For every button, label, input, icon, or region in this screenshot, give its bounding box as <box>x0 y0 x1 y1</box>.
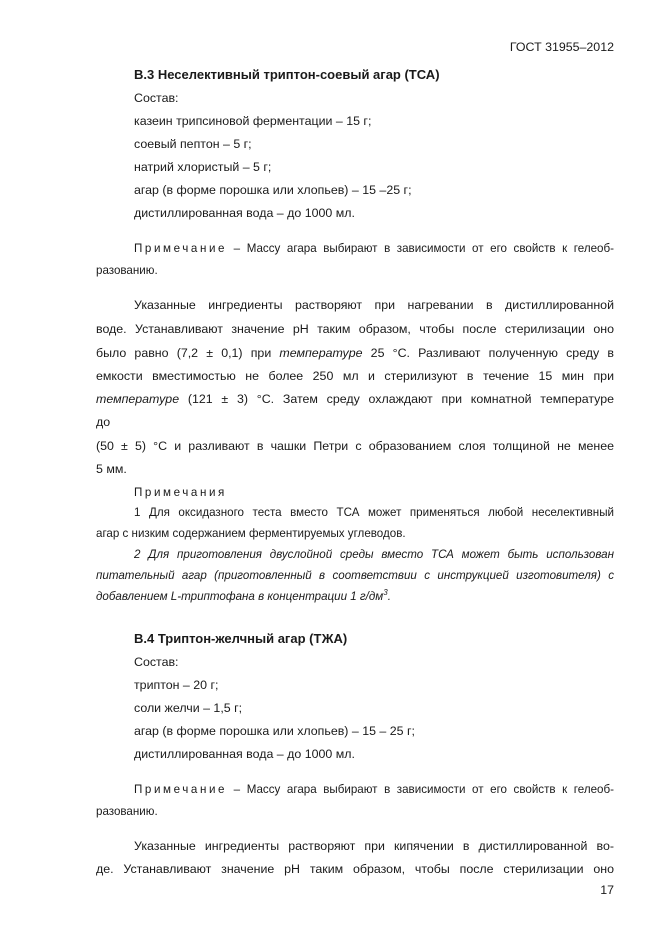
section-b4-paragraph-line: де. Устанавливают значение pH таким образом, чтобы после стерилизации оно <box>96 862 614 876</box>
section-b3-item: соевый пептон – 5 г; <box>134 137 252 151</box>
section-b3-note-1: 1 Для оксидазного теста вместо ТСА может применяться любой неселективный <box>134 506 614 519</box>
section-b3-note-2-continuation: питательный агар (приготовленный в соответствии с инструкцией изготовителя) с <box>96 569 614 582</box>
section-b3-note-continuation: разованию. <box>96 264 158 277</box>
text-run: было равно (7,2 ± 0,1) при <box>96 346 280 360</box>
superscript: 3 <box>383 588 388 598</box>
section-b4-title: В.4 Триптон-желчный агар (ТЖА) <box>134 631 348 646</box>
note-label: Примечание <box>134 242 228 255</box>
section-b3-note-2: 2 Для приготовления двуслойной среды вместо ТСА может быть использован <box>134 548 614 561</box>
text-run: (121 ± 3) °С. Затем среду охлаждают при комнатной температуре <box>179 392 614 406</box>
section-b3-paragraph-line: емкости вместимостью не более 250 мл и стерилизуют в течение 15 мин при <box>96 369 614 383</box>
note-text: – Массу агара выбирают в зависимости от его свойств к гелеоб- <box>227 783 614 796</box>
section-b4-note-continuation: разованию. <box>96 805 158 818</box>
note-text: – Массу агара выбирают в зависимости от его свойств к гелеоб- <box>227 242 614 255</box>
section-b3-note <box>134 241 614 256</box>
page-number: 17 <box>600 883 614 897</box>
section-b4-item: триптон – 20 г; <box>134 678 219 692</box>
section-b3-paragraph-line <box>96 392 614 407</box>
section-b4-item: соли желчи – 1,5 г; <box>134 701 243 715</box>
section-b3-item: казеин трипсиновой ферментации – 15 г; <box>134 114 372 128</box>
section-b3-composition-label: Состав: <box>134 91 179 105</box>
note-label: Примечание <box>134 783 228 796</box>
section-b4-composition-label: Состав: <box>134 655 179 669</box>
section-b3-item: натрий хлористый – 5 г; <box>134 160 272 174</box>
section-b4-item: агар (в форме порошка или хлопьев) – 15 – 25 г; <box>134 724 415 738</box>
section-b4-item: дистиллированная вода – до 1000 мл. <box>134 747 355 761</box>
section-b3-item: дистиллированная вода – до 1000 мл. <box>134 206 355 220</box>
text-run: добавлением L-триптофана в концентрации 1 г/дм <box>96 590 384 603</box>
text-run: . <box>387 590 391 603</box>
section-b3-note-2-continuation <box>96 589 391 604</box>
section-b3-item: агар (в форме порошка или хлопьев) – 15 –25 г; <box>134 183 412 197</box>
italic-term: температуре <box>279 346 363 360</box>
italic-term: температуре <box>96 392 180 406</box>
section-b3-note-1-continuation: агар с низким содержанием ферментируемых углеводов. <box>96 527 406 540</box>
section-b3-notes-label: Примечания <box>134 486 227 499</box>
document-code: ГОСТ 31955–2012 <box>509 40 614 54</box>
section-b3-title: В.3 Неселективный триптон-соевый агар (ТСА) <box>134 67 440 82</box>
text-run: 25 °С. Разливают полученную среду в <box>362 346 614 360</box>
section-b3-paragraph-line: до <box>96 415 111 429</box>
section-b3-paragraph-line: (50 ± 5) °С и разливают в чашки Петри с образованием слоя толщиной не менее <box>96 439 614 453</box>
section-b4-paragraph-line: Указанные ингредиенты растворяют при кипячении в дистиллированной во- <box>134 839 614 853</box>
section-b3-paragraph-line <box>96 346 614 361</box>
section-b3-paragraph-line: 5 мм. <box>96 462 127 476</box>
section-b4-note <box>134 782 614 797</box>
section-b3-paragraph-line: воде. Устанавливают значение pH таким образом, чтобы после стерилизации оно <box>96 322 614 336</box>
section-b3-paragraph-line: Указанные ингредиенты растворяют при нагревании в дистиллированной <box>134 298 614 312</box>
